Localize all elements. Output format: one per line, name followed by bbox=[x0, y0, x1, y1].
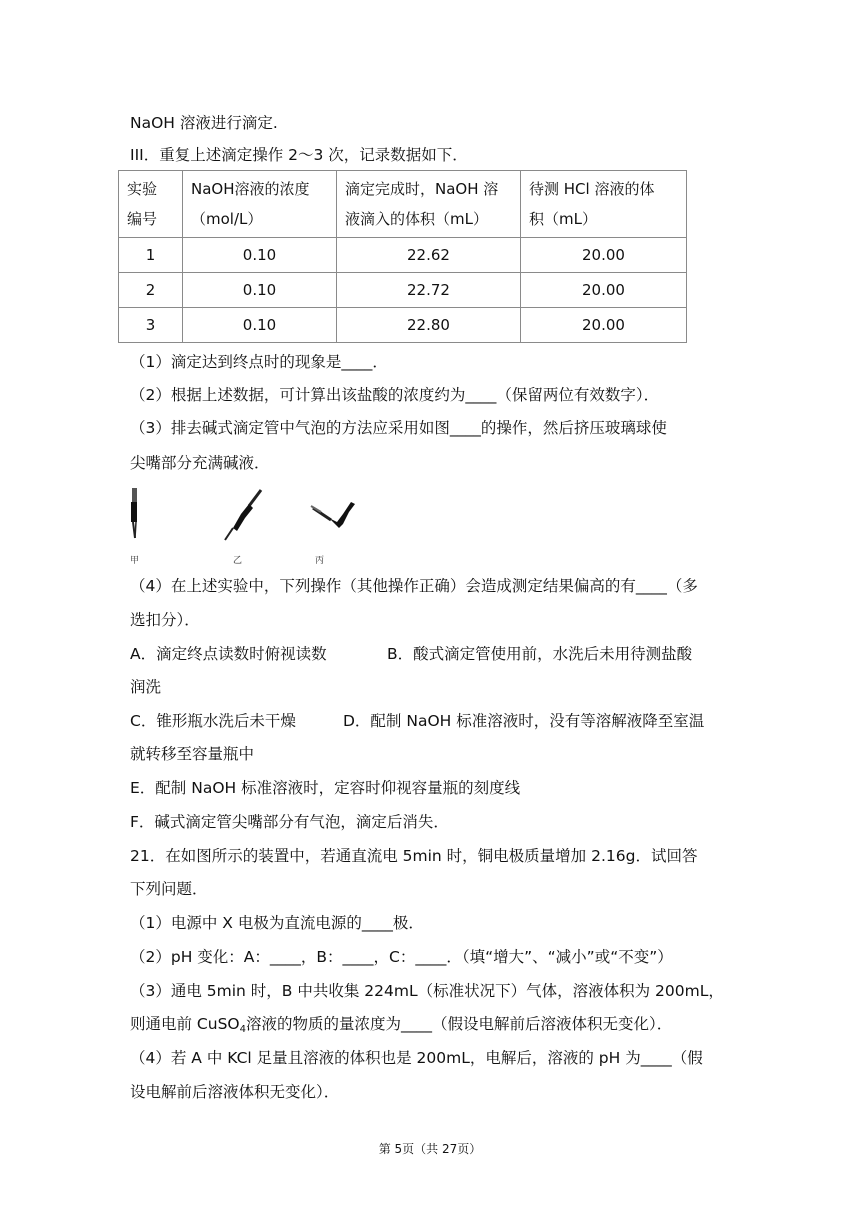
figure-label-jia: 甲 bbox=[130, 556, 140, 566]
table-cell: 0.10 bbox=[183, 238, 337, 273]
data-table bbox=[118, 170, 687, 343]
table-cell: 0.10 bbox=[183, 273, 337, 308]
option-a: A．滴定终点读数时俯视读数 bbox=[130, 645, 327, 663]
question-2: （2）根据上述数据，可计算出该盐酸的浓度约为____（保留两位有效数字）． bbox=[130, 386, 660, 404]
question-3-line-2: 尖嘴部分充满碱液． bbox=[130, 454, 270, 472]
page-footer: 第 5页（共 27页） bbox=[378, 1142, 482, 1156]
question-4-line-2: 选扣分）． bbox=[130, 611, 200, 629]
option-d: D．配制 NaOH 标准溶液时，没有等溶解液降至室温 bbox=[343, 712, 705, 730]
text-line: NaOH 溶液进行滴定. bbox=[130, 114, 278, 132]
table-header-cell: NaOH溶液的浓度 （mol/L） bbox=[183, 171, 337, 238]
option-d-cont: 就转移至容量瓶中 bbox=[130, 745, 255, 763]
table-header-cell: 实验 编号 bbox=[119, 171, 183, 238]
question-3-line-1: （3）排去碱式滴定管中气泡的方法应采用如图____的操作，然后挤压玻璃球使 bbox=[130, 419, 667, 437]
table-cell: 3 bbox=[119, 308, 183, 343]
problem-21-line-2: 下列问题． bbox=[130, 880, 208, 898]
table-cell: 1 bbox=[119, 238, 183, 273]
problem-21-q3-line-1: （3）通电 5min 时，B 中共收集 224mL（标准状况下）气体，溶液体积为 200mL， bbox=[130, 982, 724, 1000]
problem-21-q2: （2）pH 变化：A：____，B：____，C：____．（填“增大”、“减小”或“不变”） bbox=[130, 948, 673, 966]
problem-21-q3-line-2 bbox=[130, 1014, 672, 1040]
table-cell: 0.10 bbox=[183, 308, 337, 343]
option-c: C．锥形瓶水洗后未干燥 bbox=[130, 712, 296, 730]
subscript: 4 bbox=[239, 1024, 246, 1035]
table-header-cell: 待测 HCl 溶液的体 积（mL） bbox=[521, 171, 687, 238]
option-b: B．酸式滴定管使用前，水洗后未用待测盐酸 bbox=[387, 645, 693, 663]
table-cell: 22.80 bbox=[337, 308, 521, 343]
table-cell: 2 bbox=[119, 273, 183, 308]
problem-21-q4-line-2: 设电解前后溶液体积无变化）． bbox=[130, 1083, 340, 1101]
option-b-cont: 润洗 bbox=[130, 678, 162, 696]
question-4-line-1: （4）在上述实验中，下列操作（其他操作正确）会造成测定结果偏高的有____（多 bbox=[130, 577, 698, 595]
figure-label-bing: 丙 bbox=[315, 556, 325, 566]
burette-figure bbox=[125, 484, 365, 564]
table-row bbox=[119, 238, 687, 273]
burette-bent-drawing bbox=[311, 502, 355, 528]
table-cell: 22.72 bbox=[337, 273, 521, 308]
table-row bbox=[119, 308, 687, 343]
table-cell: 22.62 bbox=[337, 238, 521, 273]
option-e: E．配制 NaOH 标准溶液时，定容时仰视容量瓶的刻度线 bbox=[130, 779, 521, 797]
table-row bbox=[119, 273, 687, 308]
option-f: F．碱式滴定管尖嘴部分有气泡，滴定后消失． bbox=[130, 813, 449, 831]
table-header-row bbox=[119, 171, 687, 238]
step-3-text: III．重复上述滴定操作 2～3 次，记录数据如下． bbox=[130, 146, 468, 164]
problem-21-q1: （1）电源中 X 电极为直流电源的____极． bbox=[130, 914, 424, 932]
problem-21-q4-line-1: （4）若 A 中 KCl 足量且溶液的体积也是 200mL，电解后，溶液的 pH 为____（假 bbox=[130, 1049, 703, 1067]
text-segment: 溶液的物质的量浓度为____（假设电解前后溶液体积无变化）． bbox=[246, 1015, 673, 1033]
problem-21-line-1: 21．在如图所示的装置中，若通直流电 5min 时，铜电极质量增加 2.16g．试回答 bbox=[130, 847, 698, 865]
table-cell: 20.00 bbox=[521, 273, 687, 308]
burette-tilted-drawing bbox=[225, 490, 261, 540]
burette-vertical-drawing bbox=[131, 488, 137, 538]
table-cell: 20.00 bbox=[521, 308, 687, 343]
table-header-cell: 滴定完成时，NaOH 溶 液滴入的体积（mL） bbox=[337, 171, 521, 238]
figure-label-yi: 乙 bbox=[233, 556, 243, 566]
text-segment: 则通电前 CuSO bbox=[130, 1015, 240, 1033]
table-cell: 20.00 bbox=[521, 238, 687, 273]
question-1: （1）滴定达到终点时的现象是____． bbox=[130, 353, 388, 371]
